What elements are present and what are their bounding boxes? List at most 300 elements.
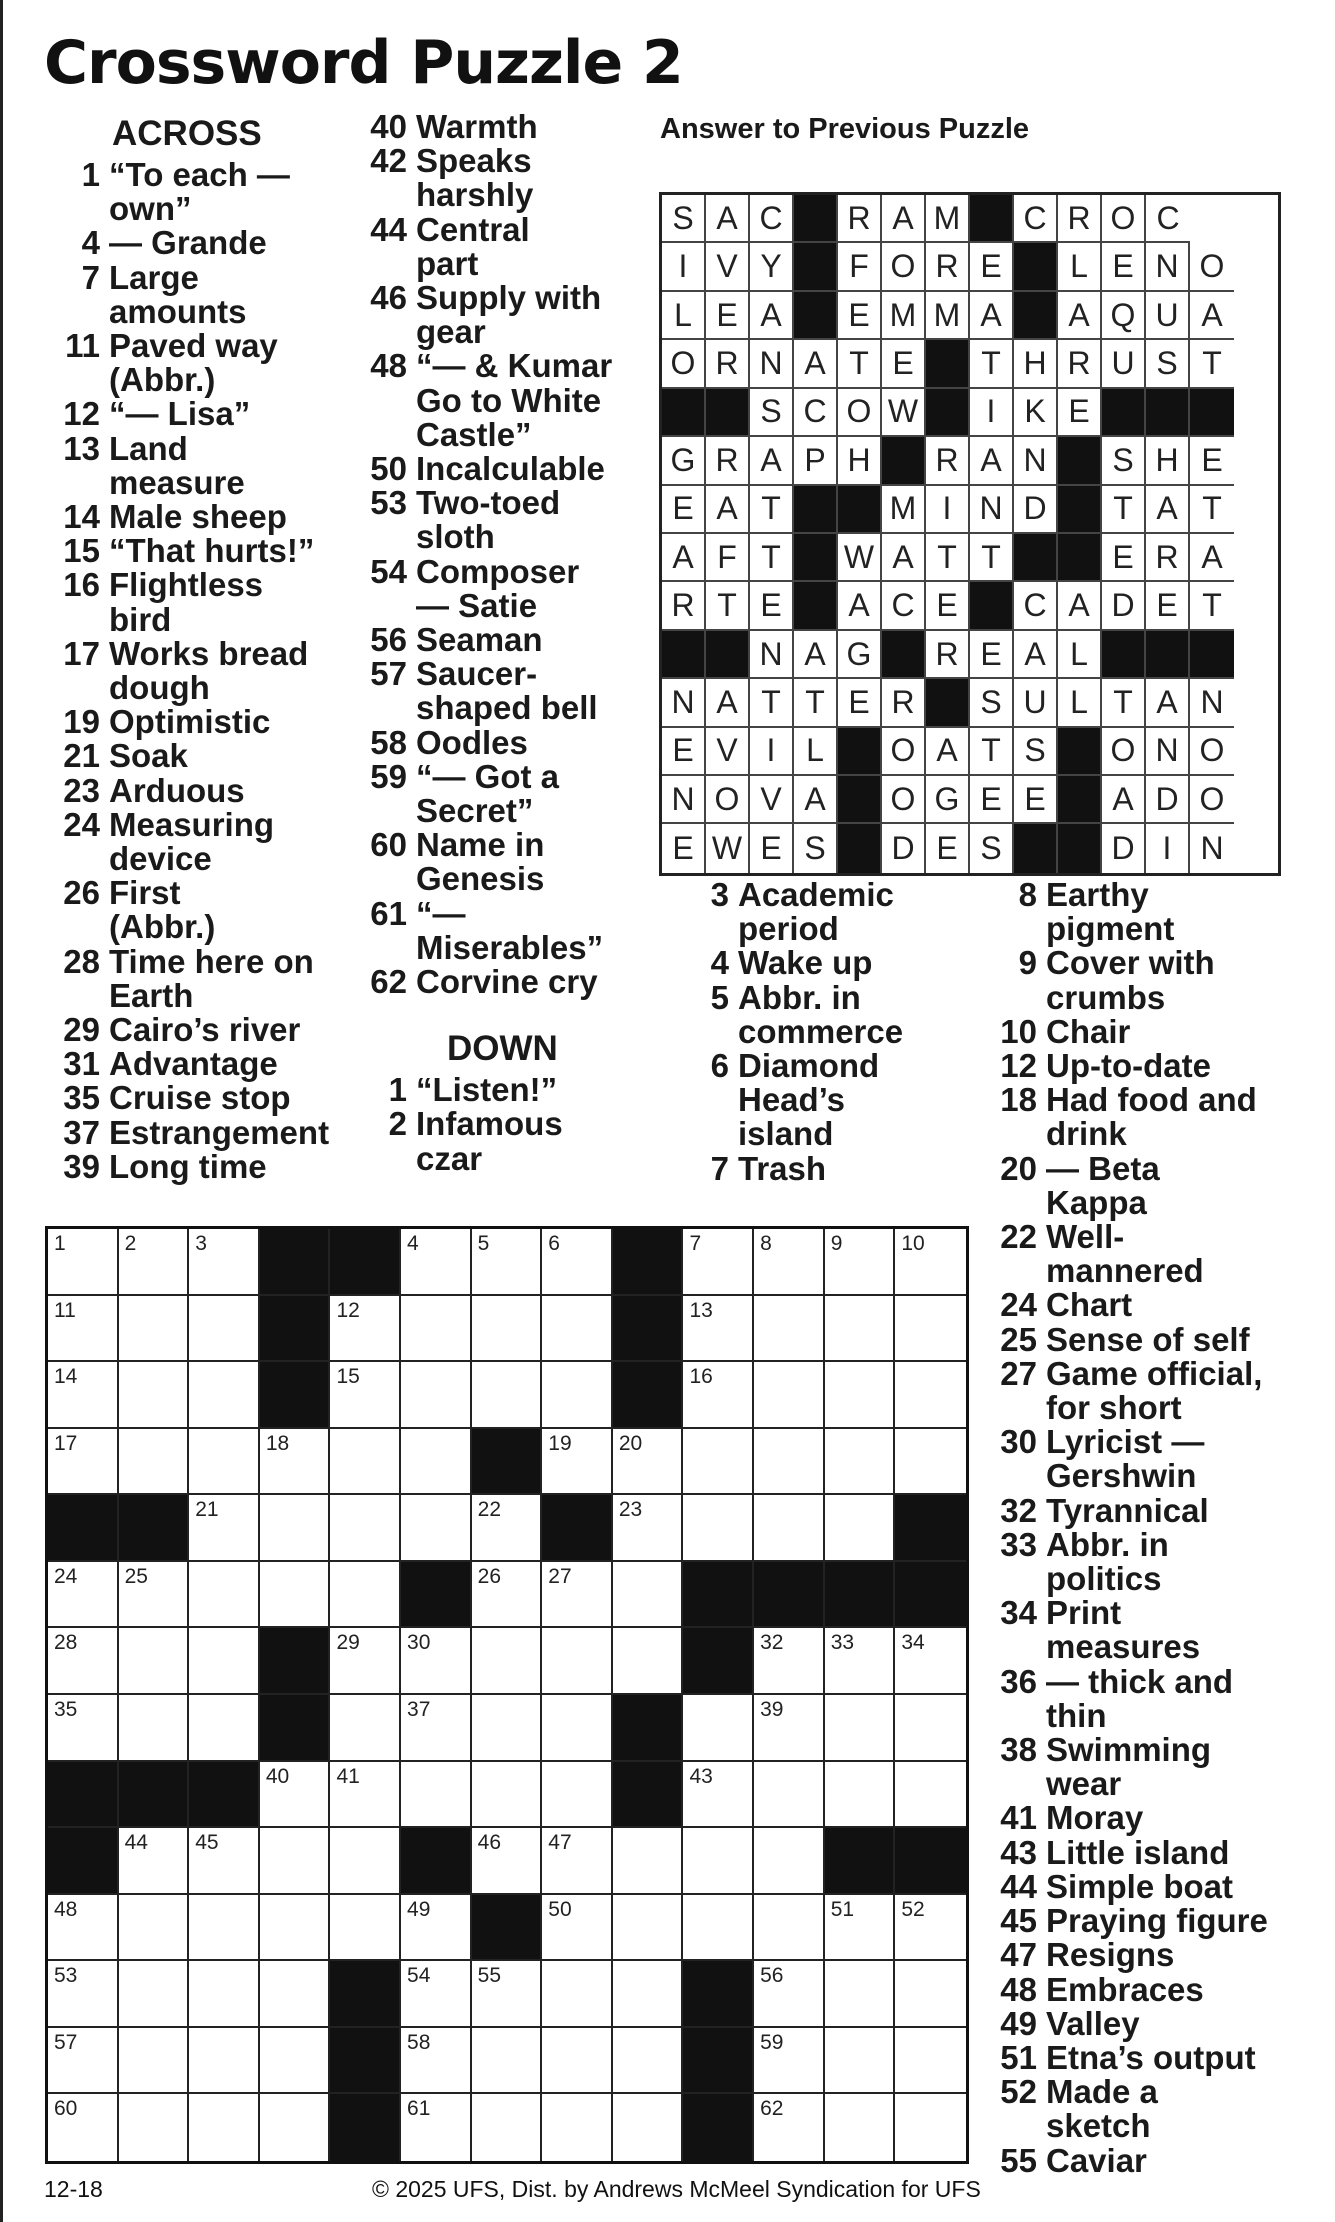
grid-cell[interactable] xyxy=(401,1296,472,1363)
grid-cell[interactable] xyxy=(472,1362,543,1429)
clue-line xyxy=(57,771,357,809)
grid-cell[interactable] xyxy=(48,2028,119,2095)
answer-letter-cell: T xyxy=(750,486,794,534)
cell-number: 1 xyxy=(54,1232,66,1255)
grid-cell[interactable] xyxy=(683,1229,754,1296)
cell-number: 24 xyxy=(54,1564,78,1588)
grid-cell[interactable] xyxy=(683,1695,754,1762)
cell-number: 56 xyxy=(760,1964,784,1988)
answer-letter-cell: M xyxy=(926,292,970,340)
grid-cell[interactable] xyxy=(754,1495,825,1562)
grid-cell[interactable] xyxy=(330,1628,401,1695)
clue-line xyxy=(994,1320,1334,1358)
grid-cell[interactable] xyxy=(825,1362,896,1429)
grid-cell[interactable] xyxy=(48,1961,119,2028)
grid-cell[interactable] xyxy=(613,2028,684,2095)
clue-line xyxy=(994,1354,1334,1392)
cell-number: 11 xyxy=(54,1298,76,1322)
clue-line xyxy=(364,552,654,590)
clue-text: Genesis xyxy=(416,860,545,898)
left-border-line xyxy=(0,0,3,2222)
grid-cell[interactable] xyxy=(613,2094,684,2161)
grid-cell[interactable] xyxy=(542,1695,613,1762)
grid-cell[interactable] xyxy=(683,1296,754,1363)
grid-cell[interactable] xyxy=(754,1762,825,1829)
clue-number: 53 xyxy=(370,484,407,522)
across-header: ACROSS xyxy=(112,114,262,153)
grid-cell[interactable] xyxy=(825,1961,896,2028)
answer-letter-cell: A xyxy=(1146,679,1190,727)
clue-number: 4 xyxy=(81,224,100,262)
grid-cell[interactable] xyxy=(754,1296,825,1363)
clue-text: pigment xyxy=(1046,910,1175,948)
clue-line xyxy=(994,1391,1334,1425)
clue-line xyxy=(364,486,654,520)
grid-cell[interactable] xyxy=(119,2094,190,2161)
grid-cell[interactable] xyxy=(683,1762,754,1829)
clue-text: Well- xyxy=(1046,1218,1125,1256)
answer-letter-cell: I xyxy=(1146,824,1190,872)
grid-cell[interactable] xyxy=(895,1229,966,1296)
cell-number: 20 xyxy=(618,1431,643,1455)
clue-number xyxy=(364,1142,416,1176)
cell-number: 51 xyxy=(830,1897,855,1921)
grid-cell[interactable] xyxy=(48,1362,119,1429)
grid-cell[interactable] xyxy=(189,1495,260,1562)
black-square xyxy=(542,1495,613,1562)
clue-number xyxy=(994,2109,1046,2143)
clue-text: Go to White xyxy=(416,381,602,419)
grid-row xyxy=(48,1495,966,1562)
grid-cell[interactable] xyxy=(542,1628,613,1695)
grid-cell[interactable] xyxy=(119,1562,190,1629)
grid-cell[interactable] xyxy=(542,1362,613,1429)
answer-letter-cell: T xyxy=(1190,340,1234,388)
grid-cell[interactable] xyxy=(260,1961,331,2028)
answer-letter-cell: E xyxy=(750,824,794,872)
grid-cell[interactable] xyxy=(825,1628,896,1695)
clue-line xyxy=(364,349,654,383)
answer-letter-cell: A xyxy=(926,728,970,776)
grid-cell[interactable] xyxy=(189,1828,260,1895)
grid-cell[interactable] xyxy=(613,1961,684,2028)
answer-letter-cell: E xyxy=(662,486,706,534)
answer-letter-cell: G xyxy=(926,776,970,824)
grid-cell[interactable] xyxy=(330,1562,401,1629)
answer-letter-cell: T xyxy=(838,340,882,388)
answer-row xyxy=(662,195,1278,243)
grid-cell[interactable] xyxy=(754,1429,825,1496)
answer-letter-cell: D xyxy=(1102,824,1146,872)
grid-cell[interactable] xyxy=(48,2094,119,2161)
clue-text: Chair xyxy=(1046,1012,1131,1050)
answer-letter-cell: O xyxy=(1102,195,1146,243)
grid-cell[interactable] xyxy=(895,1762,966,1829)
grid-cell[interactable] xyxy=(472,2028,543,2095)
answer-letter-cell: A xyxy=(794,340,838,388)
clue-number xyxy=(364,691,416,725)
grid-cell[interactable] xyxy=(542,1895,613,1962)
grid-cell[interactable] xyxy=(401,1695,472,1762)
clue-number xyxy=(57,363,109,397)
clue-text: Simple boat xyxy=(1046,1867,1234,1905)
clue-number xyxy=(994,981,1046,1015)
grid-cell[interactable] xyxy=(189,1628,260,1695)
grid-row xyxy=(48,1362,966,1429)
clue-text: Incalculable xyxy=(416,450,605,488)
answer-letter-cell: C xyxy=(750,195,794,243)
black-square xyxy=(401,1562,472,1629)
clue-text: (Abbr.) xyxy=(109,908,216,946)
grid-cell[interactable] xyxy=(472,1828,543,1895)
clue-line xyxy=(364,723,654,761)
clue-text: “That hurts!” xyxy=(109,532,315,570)
grid-cell[interactable] xyxy=(260,1895,331,1962)
answer-row xyxy=(662,728,1278,776)
answer-letter-cell: R xyxy=(926,437,970,485)
grid-cell[interactable] xyxy=(330,1495,401,1562)
grid-cell[interactable] xyxy=(48,1562,119,1629)
grid-cell[interactable] xyxy=(542,1562,613,1629)
grid-cell[interactable] xyxy=(260,2094,331,2161)
clue-number: 46 xyxy=(370,279,407,317)
grid-cell[interactable] xyxy=(472,1562,543,1629)
grid-cell[interactable] xyxy=(825,2028,896,2095)
grid-cell[interactable] xyxy=(683,1895,754,1962)
clue-text: Tyrannical xyxy=(1046,1491,1209,1529)
grid-cell[interactable] xyxy=(895,1961,966,2028)
answer-letter-cell: G xyxy=(838,631,882,679)
grid-cell[interactable] xyxy=(189,1695,260,1762)
clue-line xyxy=(57,910,357,944)
grid-cell[interactable] xyxy=(542,1296,613,1363)
grid-cell[interactable] xyxy=(330,1296,401,1363)
grid-cell[interactable] xyxy=(119,2028,190,2095)
grid-cell[interactable] xyxy=(48,1296,119,1363)
grid-cell[interactable] xyxy=(119,1828,190,1895)
grid-cell[interactable] xyxy=(119,1362,190,1429)
grid-cell[interactable] xyxy=(119,1296,190,1363)
grid-cell[interactable] xyxy=(825,1695,896,1762)
grid-cell[interactable] xyxy=(683,1495,754,1562)
down-clues-column-2 xyxy=(686,878,986,1186)
grid-cell[interactable] xyxy=(754,1695,825,1762)
grid-cell[interactable] xyxy=(119,1429,190,1496)
grid-cell[interactable] xyxy=(895,1362,966,1429)
clue-number xyxy=(994,1117,1046,1151)
answer-black-square xyxy=(794,292,838,340)
black-square xyxy=(260,1695,331,1762)
clue-text: Chart xyxy=(1046,1286,1133,1324)
grid-cell[interactable] xyxy=(48,1628,119,1695)
clue-line xyxy=(994,1801,1334,1835)
grid-cell[interactable] xyxy=(895,1695,966,1762)
grid-cell[interactable] xyxy=(189,2028,260,2095)
clue-text: commerce xyxy=(738,1012,904,1050)
black-square xyxy=(189,1762,260,1829)
cell-number: 46 xyxy=(477,1831,502,1855)
clue-text: Warmth xyxy=(416,108,538,145)
clue-line xyxy=(994,1596,1334,1630)
grid-cell[interactable] xyxy=(613,1828,684,1895)
previous-puzzle-answer-grid xyxy=(659,192,1281,876)
clue-number: 58 xyxy=(370,723,407,761)
grid-cell[interactable] xyxy=(189,1429,260,1496)
grid-cell[interactable] xyxy=(330,1895,401,1962)
grid-cell[interactable] xyxy=(260,1562,331,1629)
clue-text: Wake up xyxy=(738,944,873,982)
clue-number: 54 xyxy=(370,552,407,590)
grid-cell[interactable] xyxy=(119,1628,190,1695)
cell-number: 53 xyxy=(54,1964,78,1988)
grid-cell[interactable] xyxy=(189,2094,260,2161)
clue-text: Caviar xyxy=(1046,2141,1147,2179)
grid-cell[interactable] xyxy=(48,1895,119,1962)
grid-cell[interactable] xyxy=(119,1695,190,1762)
grid-cell[interactable] xyxy=(825,1429,896,1496)
cell-number: 25 xyxy=(124,1564,148,1588)
answer-letter-cell: R xyxy=(662,582,706,630)
grid-cell[interactable] xyxy=(472,1296,543,1363)
clue-number: 19 xyxy=(63,703,100,741)
answer-letter-cell: E xyxy=(662,824,706,872)
answer-letter-cell: D xyxy=(1146,776,1190,824)
grid-cell[interactable] xyxy=(825,1895,896,1962)
clue-number: 50 xyxy=(370,450,407,488)
clue-text: Composer xyxy=(416,552,580,590)
clue-line xyxy=(686,946,986,980)
black-square xyxy=(683,1562,754,1629)
answer-row xyxy=(662,437,1278,485)
grid-cell[interactable] xyxy=(48,1695,119,1762)
grid-cell[interactable] xyxy=(189,1895,260,1962)
answer-black-square xyxy=(1058,728,1102,776)
grid-cell[interactable] xyxy=(472,1695,543,1762)
grid-cell[interactable] xyxy=(542,1229,613,1296)
clue-text: Saucer- xyxy=(416,655,538,693)
grid-cell[interactable] xyxy=(330,1762,401,1829)
answer-letter-cell: E xyxy=(1102,534,1146,582)
clue-line xyxy=(686,1083,986,1117)
grid-cell[interactable] xyxy=(401,1495,472,1562)
grid-cell[interactable] xyxy=(895,1429,966,1496)
clue-number: 47 xyxy=(1000,1936,1037,1974)
answer-letter-cell: N xyxy=(970,486,1014,534)
clue-line xyxy=(57,568,357,602)
answer-black-square xyxy=(882,631,926,679)
answer-letter-cell: V xyxy=(750,776,794,824)
clue-number: 40 xyxy=(370,108,407,145)
across-clue-list-continued xyxy=(364,110,654,999)
grid-cell[interactable] xyxy=(401,1762,472,1829)
grid-cell[interactable] xyxy=(401,2028,472,2095)
clue-line xyxy=(57,942,357,980)
grid-cell[interactable] xyxy=(48,1429,119,1496)
clue-line xyxy=(57,463,357,501)
black-square xyxy=(48,1828,119,1895)
grid-cell[interactable] xyxy=(472,1961,543,2028)
clue-text: Paved way xyxy=(109,327,278,365)
grid-cell[interactable] xyxy=(754,1362,825,1429)
grid-cell[interactable] xyxy=(613,1562,684,1629)
grid-cell[interactable] xyxy=(895,1296,966,1363)
clue-number: 56 xyxy=(370,621,407,659)
clue-text: Arduous xyxy=(109,771,245,809)
grid-cell[interactable] xyxy=(330,1695,401,1762)
clue-line xyxy=(994,1049,1334,1083)
clue-number: 1 xyxy=(81,156,100,193)
clue-number: 20 xyxy=(1000,1149,1037,1187)
black-square xyxy=(895,1562,966,1629)
grid-cell[interactable] xyxy=(260,1495,331,1562)
clue-number: 45 xyxy=(1000,1902,1037,1940)
clue-text: Estrangement xyxy=(109,1113,330,1151)
cell-number: 4 xyxy=(407,1232,419,1255)
across-clues-column-2 xyxy=(364,110,654,1176)
grid-cell[interactable] xyxy=(895,2028,966,2095)
grid-cell[interactable] xyxy=(683,1429,754,1496)
grid-cell[interactable] xyxy=(825,1229,896,1296)
clue-line xyxy=(364,794,654,828)
clue-line xyxy=(994,1425,1334,1459)
clue-line xyxy=(364,315,654,349)
grid-cell[interactable] xyxy=(401,2094,472,2161)
clue-line xyxy=(994,1970,1334,2008)
grid-cell[interactable] xyxy=(613,1495,684,1562)
clue-text: “— xyxy=(416,894,466,932)
grid-cell[interactable] xyxy=(472,1762,543,1829)
grid-cell[interactable] xyxy=(472,2094,543,2161)
grid-cell[interactable] xyxy=(119,1229,190,1296)
grid-cell[interactable] xyxy=(542,2028,613,2095)
cell-number: 15 xyxy=(336,1365,360,1389)
grid-cell[interactable] xyxy=(330,1828,401,1895)
cell-number: 61 xyxy=(407,2097,431,2121)
clue-line xyxy=(994,1525,1334,1563)
grid-cell[interactable] xyxy=(401,1895,472,1962)
grid-cell[interactable] xyxy=(401,1429,472,1496)
grid-cell[interactable] xyxy=(825,1495,896,1562)
grid-cell[interactable] xyxy=(613,1895,684,1962)
black-square xyxy=(260,1296,331,1363)
cell-number: 27 xyxy=(548,1564,572,1588)
grid-cell[interactable] xyxy=(542,1828,613,1895)
grid-cell[interactable] xyxy=(401,1628,472,1695)
grid-cell[interactable] xyxy=(683,1828,754,1895)
clue-line xyxy=(994,1904,1334,1938)
grid-cell[interactable] xyxy=(895,2094,966,2161)
answer-letter-cell: A xyxy=(794,776,838,824)
grid-cell[interactable] xyxy=(542,1762,613,1829)
clue-number: 7 xyxy=(81,258,100,296)
clue-number: 33 xyxy=(1000,1525,1037,1563)
black-square xyxy=(613,1229,684,1296)
grid-cell[interactable] xyxy=(754,1895,825,1962)
grid-cell[interactable] xyxy=(260,1429,331,1496)
grid-cell[interactable] xyxy=(825,1762,896,1829)
clue-text: “— Got a xyxy=(416,757,560,795)
grid-cell[interactable] xyxy=(542,1429,613,1496)
previous-answer-title: Answer to Previous Puzzle xyxy=(660,113,1030,145)
grid-cell[interactable] xyxy=(825,2094,896,2161)
clue-number xyxy=(364,520,416,554)
clue-line xyxy=(994,1696,1334,1734)
grid-cell[interactable] xyxy=(330,1429,401,1496)
grid-cell[interactable] xyxy=(401,1229,472,1296)
grid-cell[interactable] xyxy=(119,1895,190,1962)
answer-row xyxy=(662,631,1278,679)
grid-cell[interactable] xyxy=(754,1828,825,1895)
grid-cell[interactable] xyxy=(542,1961,613,2028)
clue-number: 49 xyxy=(1000,2004,1037,2042)
answer-row xyxy=(662,824,1278,872)
grid-cell[interactable] xyxy=(401,1362,472,1429)
grid-cell[interactable] xyxy=(613,1628,684,1695)
grid-cell[interactable] xyxy=(189,1562,260,1629)
grid-cell[interactable] xyxy=(472,1628,543,1695)
grid-cell[interactable] xyxy=(754,1229,825,1296)
answer-letter-cell: E xyxy=(970,243,1014,291)
grid-cell[interactable] xyxy=(189,1961,260,2028)
grid-cell[interactable] xyxy=(330,1362,401,1429)
grid-cell[interactable] xyxy=(754,2094,825,2161)
answer-letter-cell: R xyxy=(882,679,926,727)
grid-cell[interactable] xyxy=(895,1628,966,1695)
grid-cell[interactable] xyxy=(613,1429,684,1496)
grid-cell[interactable] xyxy=(119,1961,190,2028)
clue-number: 38 xyxy=(1000,1731,1037,1769)
grid-cell[interactable] xyxy=(754,1628,825,1695)
grid-cell[interactable] xyxy=(754,1961,825,2028)
black-square xyxy=(330,1229,401,1296)
clue-line xyxy=(994,1288,1334,1322)
answer-letter-cell: S xyxy=(970,824,1014,872)
clue-number xyxy=(57,671,109,705)
grid-cell[interactable] xyxy=(401,1961,472,2028)
clue-line xyxy=(994,1012,1334,1050)
grid-cell[interactable] xyxy=(260,1828,331,1895)
grid-cell[interactable] xyxy=(895,1895,966,1962)
clue-number xyxy=(57,979,109,1013)
grid-cell[interactable] xyxy=(825,1296,896,1363)
clue-line xyxy=(57,976,357,1014)
answer-letter-cell: T xyxy=(750,679,794,727)
copyright-notice: © 2025 UFS, Dist. by Andrews McMeel Syndication for UFS xyxy=(372,2176,981,2202)
grid-cell[interactable] xyxy=(260,2028,331,2095)
clue-line xyxy=(686,878,986,912)
grid-cell[interactable] xyxy=(189,1229,260,1296)
grid-cell[interactable] xyxy=(189,1296,260,1363)
clue-line xyxy=(364,178,654,212)
grid-cell[interactable] xyxy=(754,2028,825,2095)
answer-black-square xyxy=(706,631,750,679)
grid-cell[interactable] xyxy=(48,1229,119,1296)
black-square xyxy=(613,1695,684,1762)
answer-letter-cell: R xyxy=(1058,340,1102,388)
answer-letter-cell: E xyxy=(1058,389,1102,437)
clue-line xyxy=(994,1117,1334,1151)
grid-cell[interactable] xyxy=(472,1495,543,1562)
grid-cell[interactable] xyxy=(260,1762,331,1829)
answer-letter-cell: L xyxy=(1058,631,1102,679)
answer-letter-cell: R xyxy=(926,631,970,679)
grid-cell[interactable] xyxy=(472,1229,543,1296)
grid-cell[interactable] xyxy=(542,2094,613,2161)
clue-text: Print xyxy=(1046,1594,1122,1632)
grid-cell[interactable] xyxy=(189,1362,260,1429)
grid-cell[interactable] xyxy=(683,1362,754,1429)
clue-number: 12 xyxy=(1000,1047,1037,1085)
